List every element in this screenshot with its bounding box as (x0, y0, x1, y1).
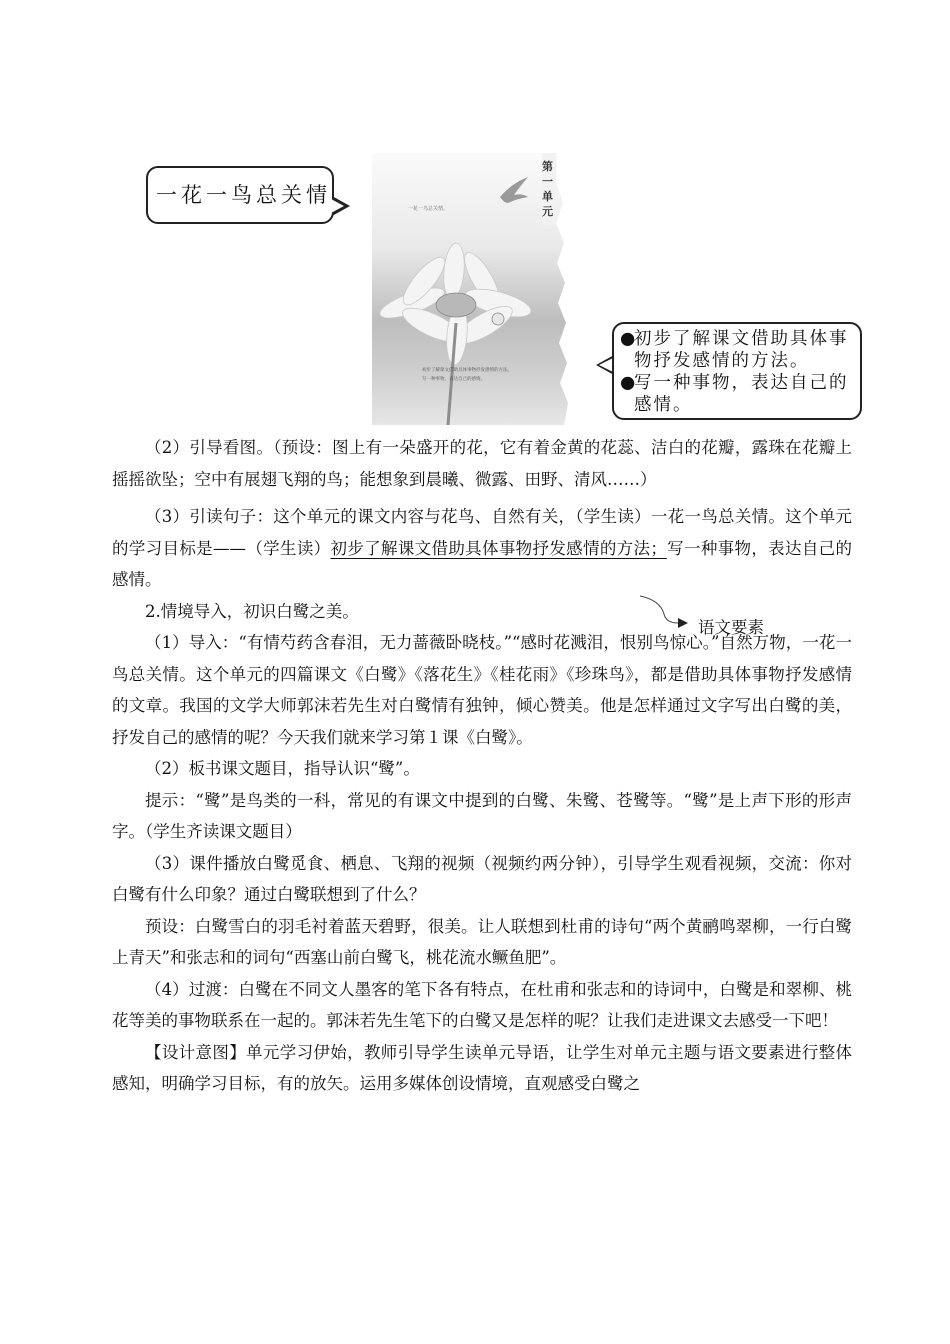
section-heading: 2.情境导入，初识白鹭之美。 (145, 601, 359, 621)
paragraph: （2）板书课文题目，指导认识“鹭”。 (145, 759, 420, 778)
unit-cover-photo (372, 153, 572, 425)
paragraph: （3）课件播放白鹭觅食、栖息、飞翔的视频（视频约两分钟），引导学生观看视频，交流：你对白鹭有什么印象？通过白鹭联想到了什么？ (112, 853, 852, 904)
lesson-body (112, 432, 852, 1100)
paragraph: 提示：“鹭”是鸟类的一科，常见的有课文中提到的白鹭、朱鹭、苍鹭等。“鹭”是上声下形的形声字。（学生齐读课文题目） (112, 790, 852, 841)
photo-caption: 一花一鸟总关情。 (408, 206, 449, 212)
margin-annotation (620, 592, 820, 642)
paragraph: （2）引导看图。（预设：图上有一朵盛开的花，它有着金黄的花蕊、洁白的花瓣，露珠在花瓣上摇摇欲坠；空中有展翅飞翔的鸟；能想象到晨曦、微露、田野、清风……） (112, 438, 852, 489)
paragraph: （1）导入：“有情芍药含春泪，无力蔷薇卧晓枝。”“感时花溅泪，恨别鸟惊心。”自然万物，一花一鸟总关情。这个单元的四篇课文《白鹭》《落花生》《桂花雨》《珍珠鸟》，都是借助具体事物抒发感情的文章。我国的文学大师郭沫若先生对白鹭情有独钟，倾心赞美。他是怎样通过文字写出白鹭的美，抒发自己的感情的呢？今天我们就来学习第１课《白鹭》。 (112, 633, 852, 747)
paragraph: （4）过渡：白鹭在不同文人墨客的笔下各有特点，在杜甫和张志和的诗词中，白鹭是和翠柳、桃花等美的事物联系在一起的。郭沫若先生笔下的白鹭又是怎样的呢？让我们走进课文去感受一下吧！ (112, 979, 852, 1030)
photo-goal-line: 写一种事物，表达自己的感情。 (422, 377, 485, 382)
paragraph: 预设：白鹭雪白的羽毛衬着蓝天碧野，很美。让人联想到杜甫的诗句“两个黄鹂鸣翠柳，一行白鹭上青天”和张志和的词句“西塞山前白鹭飞，桃花流水鳜鱼肥”。 (112, 916, 852, 967)
goal-item: ● 初步了解课文借助具体事物抒发感情的方法。 (620, 329, 849, 371)
paragraph: （3）引读句子：这个单元的课文内容与花鸟、自然有关，（学生读）一花一鸟总关情。这个单元的学习目标是——（学生读）初步了解课文借助具体事物抒发感情的方法；写一种事物，表达自己的感情。 (112, 507, 853, 589)
speech-bubble-goals (612, 322, 862, 420)
annotation-label: 语文要素 (698, 618, 764, 637)
unit-label: 第一单元 (542, 160, 553, 218)
design-intent: 【设计意图】单元学习伊始，教师引导学生读单元导语，让学生对单元主题与语文要素进行整体感知，明确学习目标，有的放矢。运用多媒体创设情境，直观感受白鹭之 (112, 1042, 852, 1093)
bullet-icon: ● (620, 373, 638, 393)
key-element-underline: 初步了解课文借助具体事物抒发感情的方法； (330, 538, 667, 558)
triangle-right-icon (620, 592, 700, 642)
photo-goal-line: 初步了解课文借助具体事物抒发感情的方法。 (422, 368, 512, 373)
speech-bubble-theme: 一花一鸟总关情。 (146, 166, 334, 224)
goal-item: ● 写一种事物，表达自己的感情。 (620, 373, 849, 415)
unit-intro-figure (0, 0, 950, 440)
bullet-icon: ● (620, 329, 638, 349)
